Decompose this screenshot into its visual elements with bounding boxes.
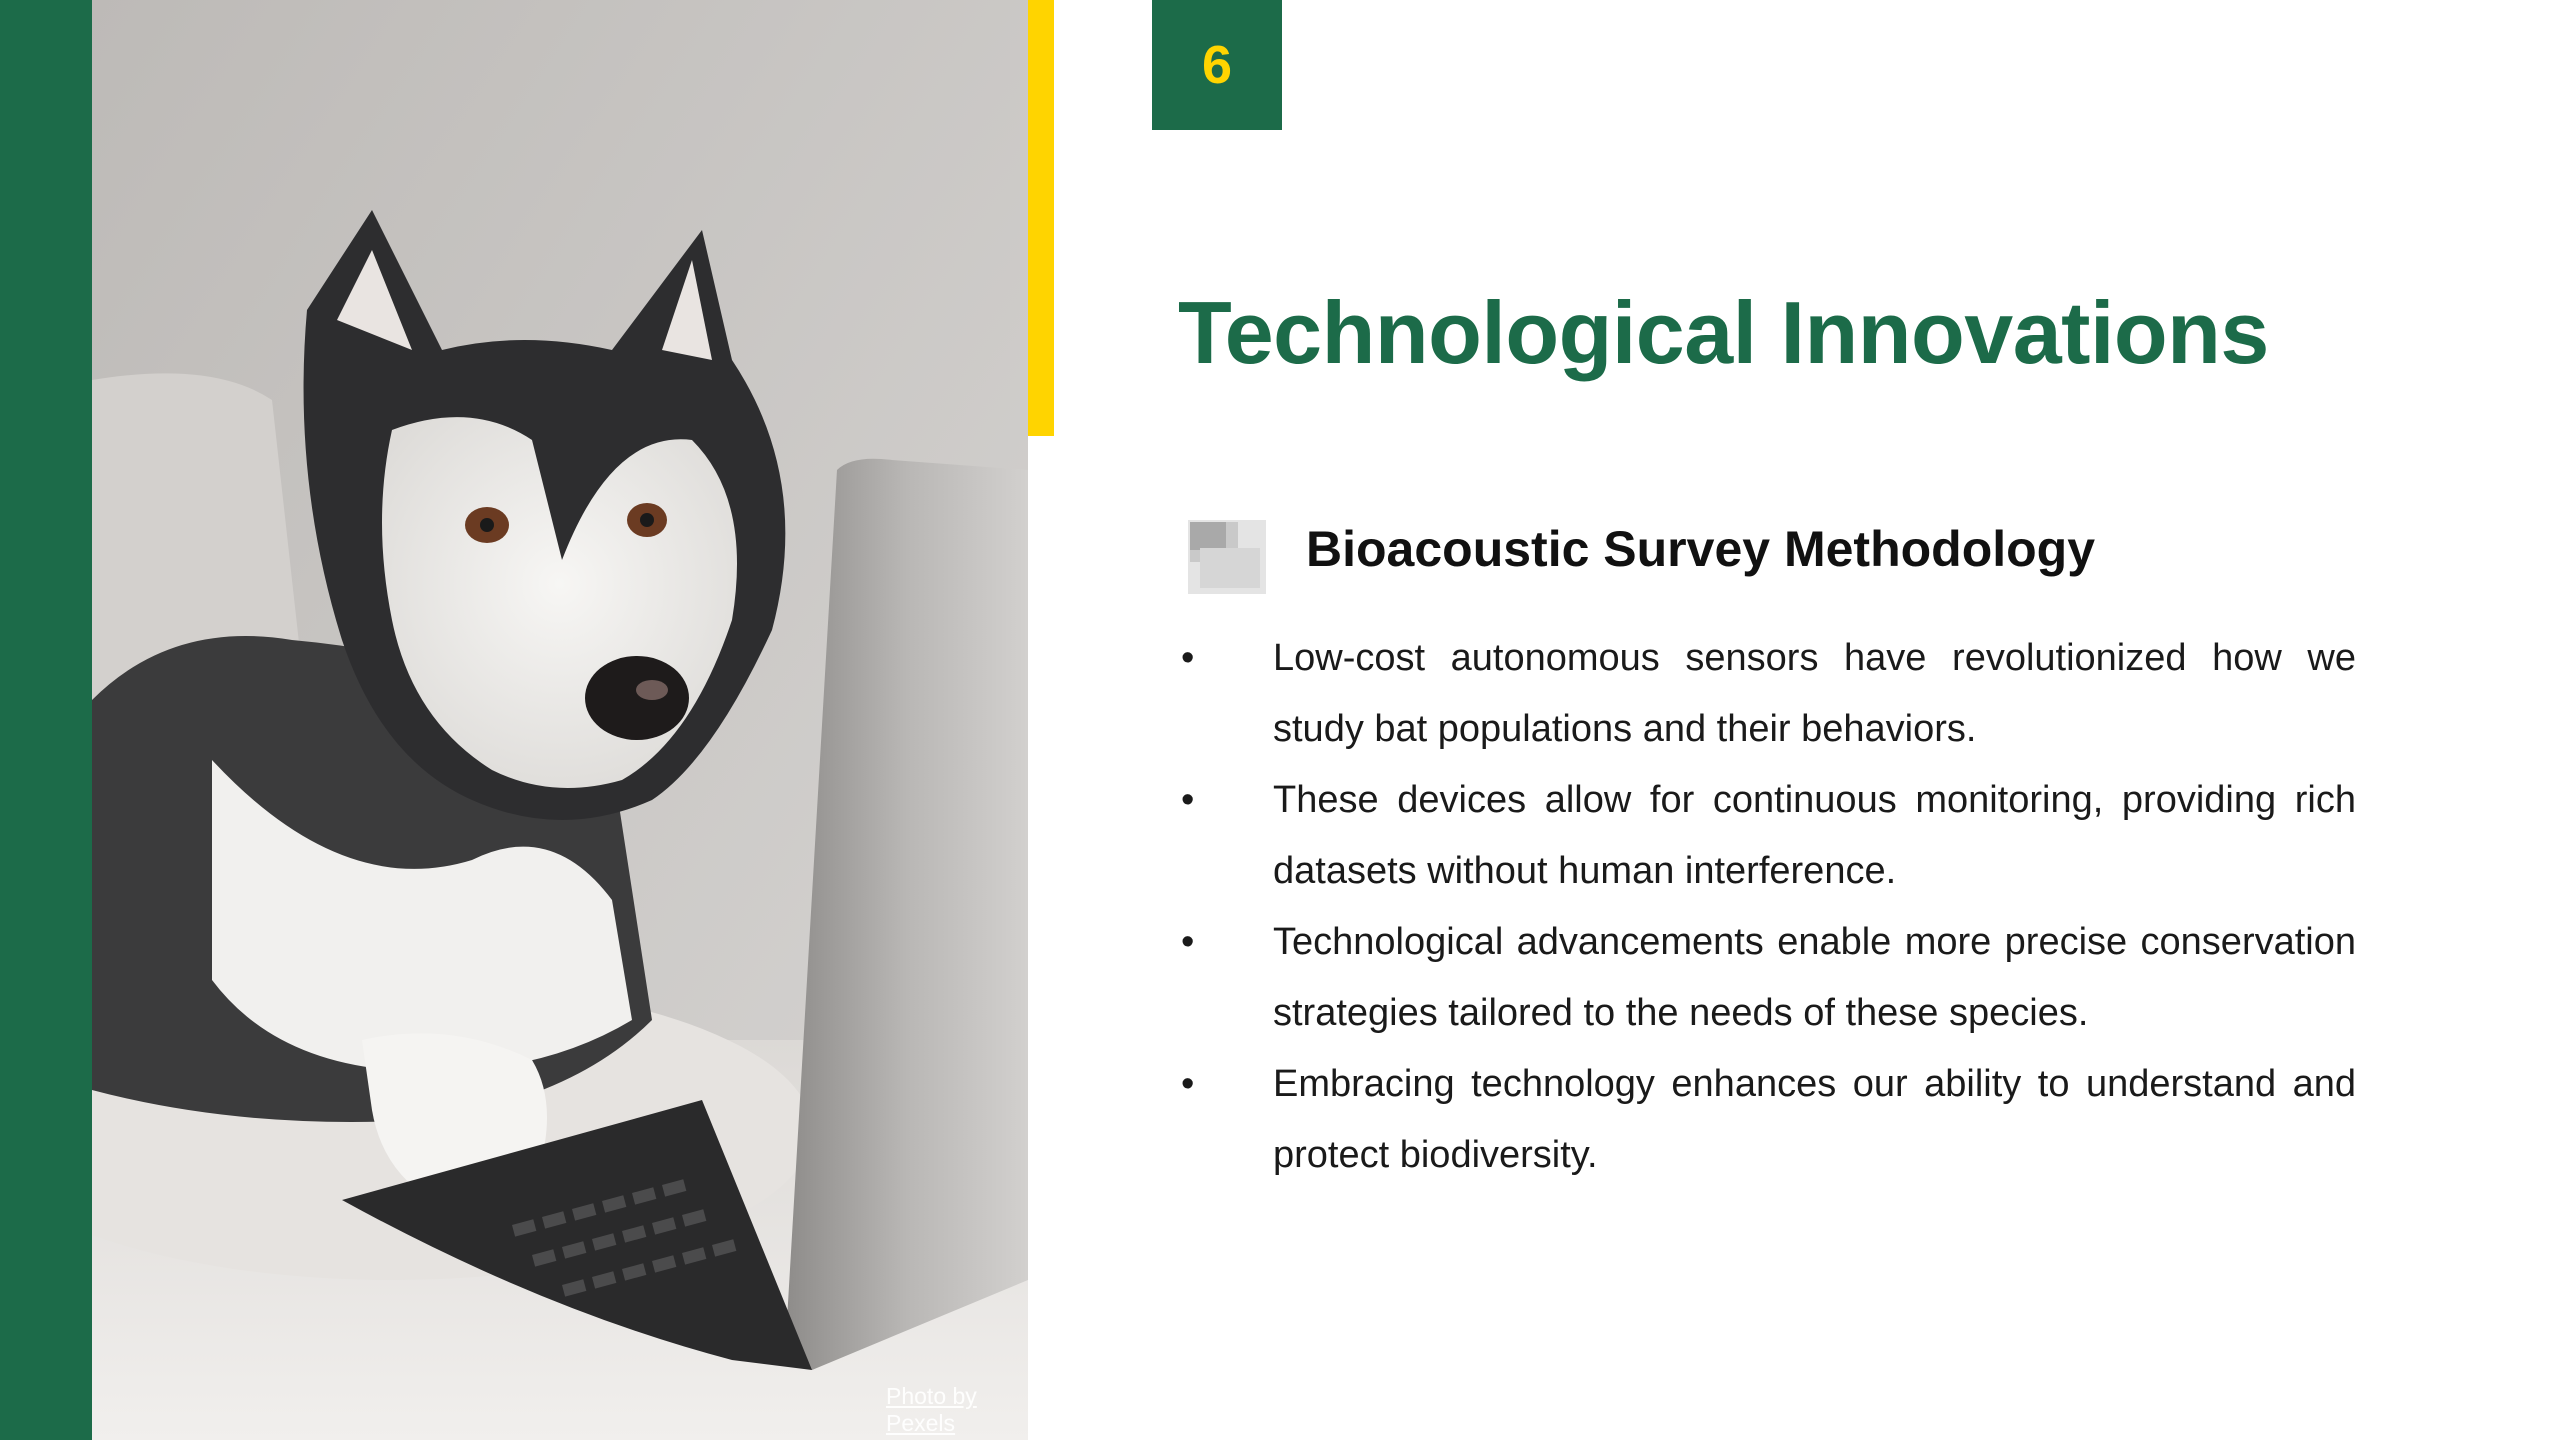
- page-number: 6: [1201, 35, 1233, 95]
- bullet-list: [1178, 623, 2356, 1191]
- list-item: [1178, 1049, 2356, 1191]
- bullet-text: These devices allow for continuous monitoring, providing rich datasets without human interference.: [1273, 779, 2356, 892]
- section-heading: Bioacoustic Survey Methodology: [1306, 521, 2096, 577]
- left-accent-band: [0, 0, 92, 1440]
- yellow-accent-bar: [1028, 0, 1054, 436]
- list-item: [1178, 907, 2356, 1049]
- list-item: [1178, 765, 2356, 907]
- bullet-text: Embracing technology enhances our ability to understand and protect biodiversity.: [1273, 1063, 2356, 1176]
- bullet-text: Technological advancements enable more precise conservation strategies tailored to the needs of these species.: [1273, 921, 2356, 1034]
- placeholder-image-icon: [1186, 518, 1268, 596]
- bullet-icon: •: [1181, 921, 1195, 963]
- photo-credit-link[interactable]: Photo by Pexels: [886, 1383, 977, 1436]
- husky-laptop-photo: [92, 0, 1028, 1440]
- slide-title: Technological Innovations: [1178, 283, 2269, 382]
- bullet-icon: •: [1181, 637, 1195, 679]
- list-item: [1178, 623, 2356, 765]
- bullet-text: Low-cost autonomous sensors have revolutionized how we study bat populations and their behaviors.: [1273, 637, 2356, 750]
- page-number-badge: [1152, 0, 1282, 130]
- bullet-icon: •: [1181, 779, 1195, 821]
- bullet-icon: •: [1181, 1063, 1195, 1105]
